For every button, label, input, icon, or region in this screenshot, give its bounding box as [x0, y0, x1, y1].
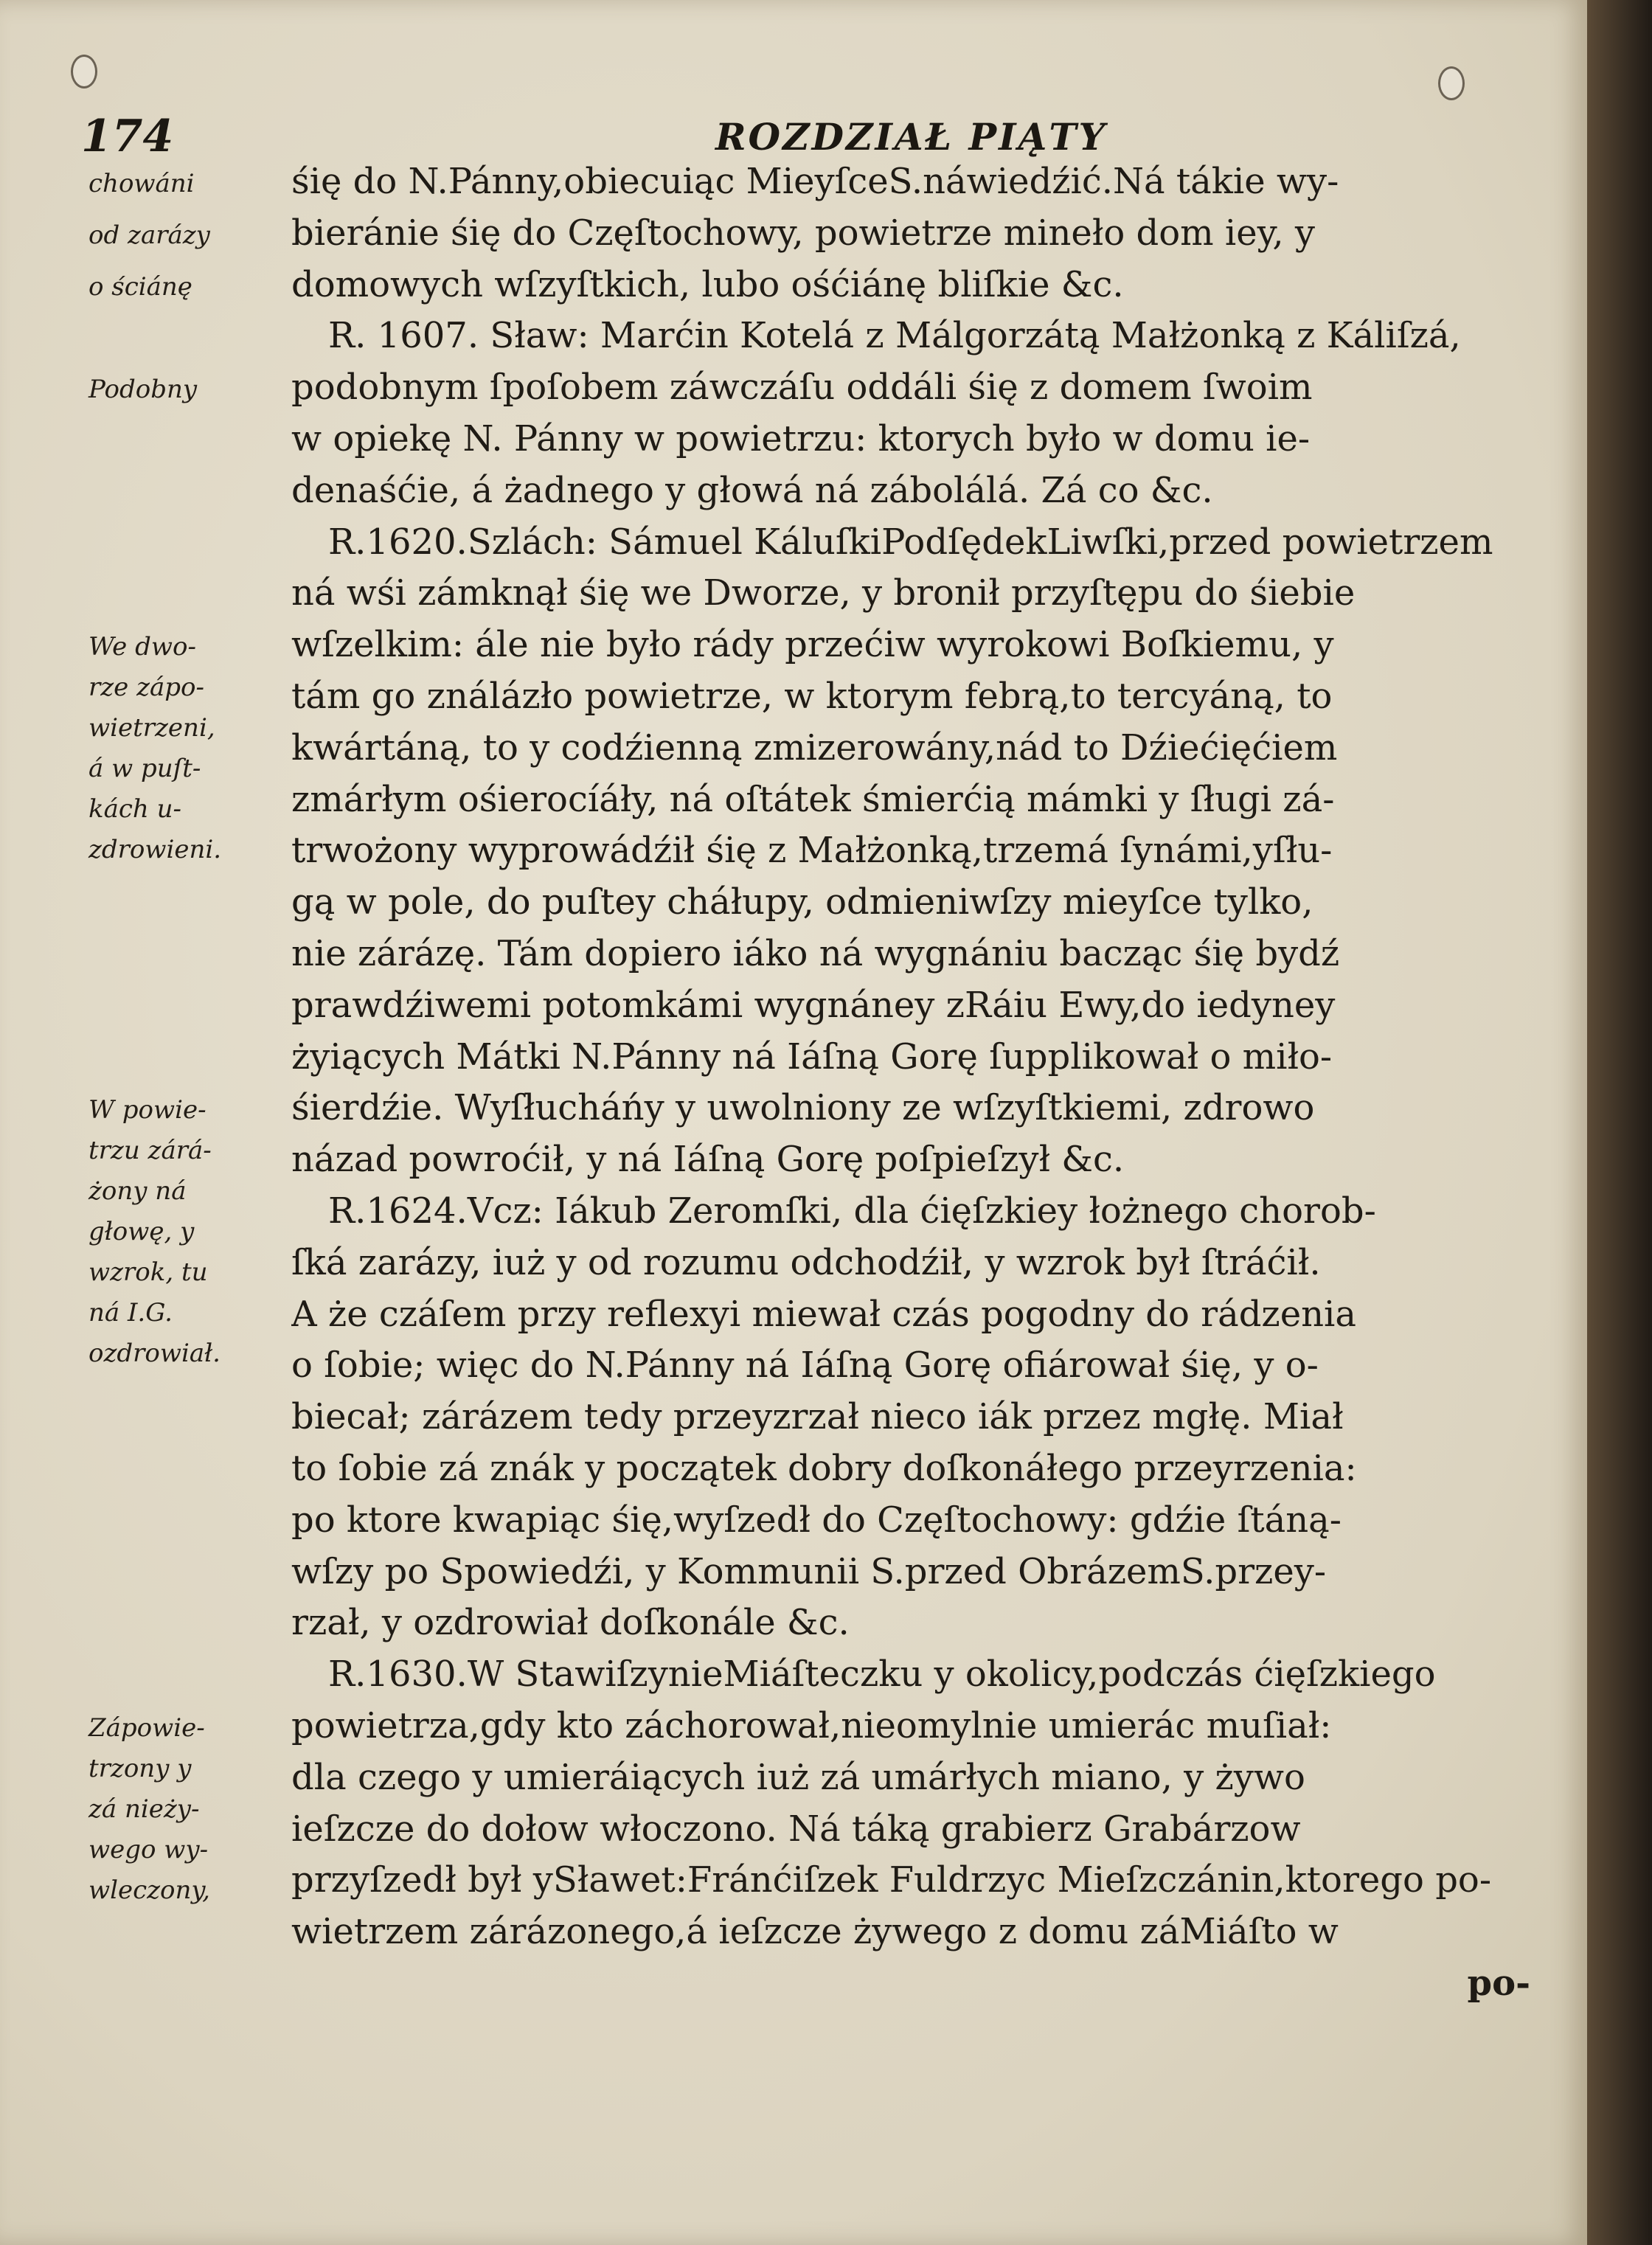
- text-line: po-: [1467, 1962, 1530, 2004]
- marginal-note-line: ozdrowiał.: [88, 1339, 221, 1369]
- text-line: podobnym ſpoſobem záwczáſu oddáli śię z domem ſwoim: [291, 367, 1313, 409]
- text-line: gą w pole, do puſtey cháłupy, odmieniwſzy mieyſce tylko,: [291, 881, 1313, 923]
- text-line: wſzy po Spowiedźi, y Kommunii S.przed ObrázemS.przey-: [291, 1550, 1327, 1592]
- marginal-note-line: W powie-: [88, 1095, 206, 1125]
- text-line: to ſobie zá znák y początek dobry doſkonáłego przeyrzenia:: [291, 1447, 1357, 1489]
- marginal-note-line: zdrowieni.: [88, 835, 222, 865]
- text-line: názad powroćił, y ná Iáſną Gorę poſpieſzył &c.: [291, 1139, 1125, 1181]
- marginal-note-line: o ściánę: [88, 271, 192, 302]
- text-line: w opiekę N. Pánny w powietrzu: ktorych było w domu ie-: [291, 417, 1311, 459]
- text-line: przyſzedł był ySławet:Fránćiſzek Fuldrzyc Mieſzczánin,ktorego po-: [291, 1859, 1492, 1901]
- text-line: dla czego y umieráiących iuż zá umárłych miano, y żywo: [291, 1756, 1305, 1798]
- text-line: denaśćie, á żadnego y głowá ná zábolálá. Zá co &c.: [291, 469, 1213, 511]
- text-line: prawdźiwemi potomkámi wygnáney zRáiu Ewy,do iedyney: [291, 984, 1336, 1026]
- text-line: śię do N.Pánny,obiecuiąc MieyſceS.náwiedźić.Ná tákie wy-: [291, 161, 1339, 202]
- body-text: [291, 156, 1545, 2010]
- text-line: nie zárázę. Tám dopiero iáko ná wygnániu bacząc śię bydź: [291, 932, 1340, 974]
- book-gutter: [1587, 0, 1652, 2245]
- text-line: trwożony wyprowádźił śię z Małżonką,trzemá ſynámi,yſłu-: [291, 830, 1333, 872]
- marginal-note-line: á w puſt-: [88, 754, 201, 784]
- marginal-note-line: wzrok, tu: [88, 1257, 208, 1288]
- text-line: domowych wſzyſtkich, lubo ośćiánę bliſkie &c.: [291, 263, 1124, 305]
- text-line: kwártáną, to y codźienną zmizerowány,nád to Dźiećięćiem: [291, 726, 1338, 768]
- marginal-note-line: wleczony,: [88, 1876, 210, 1905]
- marginal-note: [88, 1090, 302, 1374]
- text-line: bieránie śię do Częſtochowy, powietrze mineło dom iey, y: [291, 212, 1316, 254]
- marginal-note-line: rze zápo-: [88, 673, 205, 703]
- marginal-note-line: głowę, y: [88, 1217, 195, 1247]
- text-line: powietrza,gdy kto záchorował,nieomylnie umierác muſiał:: [291, 1704, 1332, 1746]
- binding-hole-left: [71, 55, 97, 89]
- marginal-note-line: ná I.G.: [88, 1298, 173, 1328]
- text-line: biecał; zárázem tedy przeyzrzał nieco iák przez mgłę. Miał: [291, 1396, 1344, 1438]
- marginal-note: [88, 164, 302, 204]
- text-line: po ktore kwapiąc śię,wyſzedł do Częſtochowy: gdźie ſtáną-: [291, 1499, 1342, 1541]
- running-title: ROZDZIAŁ PIĄTY: [715, 115, 1108, 159]
- marginal-note: [88, 627, 302, 870]
- page-number: 174: [81, 111, 174, 162]
- marginal-note-line: żony ná: [88, 1176, 187, 1207]
- text-line: R.1630.W StawiſzynieMiáſteczku y okolicy,podczás ćięſzkiego: [328, 1654, 1436, 1696]
- marginal-note-line: wego wy-: [88, 1835, 209, 1864]
- marginal-note-line: wietrzeni,: [88, 713, 215, 743]
- text-line: ná wśi zámknął śię we Dworze, y bronił przyſtępu do śiebie: [291, 572, 1356, 614]
- text-line: zmárłym ośierocíáły, ná oſtátek śmierćią mámki y ſługi zá-: [291, 778, 1335, 820]
- marginal-note-line: kách u-: [88, 794, 182, 825]
- binding-hole-right: [1438, 66, 1465, 100]
- text-line: tám go ználázło powietrze, w ktorym febrą,to tercyáną, to: [291, 675, 1333, 717]
- marginal-note-line: Podobny: [88, 375, 198, 405]
- marginal-note-line: chowáni: [88, 169, 195, 198]
- marginal-note-line: Zápowie-: [88, 1713, 205, 1743]
- text-line: o ſobie; więc do N.Pánny ná Iáſną Gorę ofiárował śię, y o-: [291, 1344, 1319, 1387]
- text-line: A że czáſem przy reflexyi miewał czás pogodny do rádzenia: [291, 1293, 1357, 1335]
- marginal-note-line: trzony y: [88, 1754, 192, 1783]
- text-line: żyiących Mátki N.Pánny ná Iáſną Gorę ſupplikował o miło-: [291, 1035, 1333, 1078]
- marginal-note: [88, 1708, 302, 1911]
- text-line: R. 1607. Sław: Marćin Kotelá z Málgorzátą Małżonką z Káliſzá,: [328, 315, 1461, 357]
- text-line: śierdźie. Wyſłucháńy y uwolniony ze wſzyſtkiemi, zdrowo: [291, 1087, 1315, 1129]
- text-line: ſká zarázy, iuż y od rozumu odchodźił, y wzrok był ſtráćił.: [291, 1241, 1321, 1283]
- text-line: ieſzcze do dołow włoczono. Ná táką grabierz Grabárzow: [291, 1808, 1301, 1850]
- text-line: wſzelkim: ále nie było rády przećiw wyrokowi Boſkiemu, y: [291, 624, 1334, 666]
- marginal-note-line: zá nieży-: [88, 1794, 200, 1824]
- marginal-note: [88, 267, 302, 308]
- text-line: rzał, y ozdrowiał doſkonále &c.: [291, 1602, 850, 1644]
- marginal-note-line: od zarázy: [88, 220, 210, 250]
- marginal-note: [88, 369, 302, 410]
- text-line: R.1624.Vcz: Iákub Zeromſki, dla ćięſzkiey łożnego chorob-: [328, 1190, 1376, 1232]
- text-line: wietrzem zárázonego,á ieſzcze żywego z domu záMiáſto w: [291, 1911, 1339, 1953]
- text-line: R.1620.Szlách: Sámuel KáluſkiPodſędekLiwſki,przed powietrzem: [328, 521, 1493, 563]
- marginal-note-line: We dwo-: [88, 632, 196, 662]
- marginal-note: [88, 215, 302, 256]
- marginal-note-line: trzu zárá-: [88, 1136, 212, 1166]
